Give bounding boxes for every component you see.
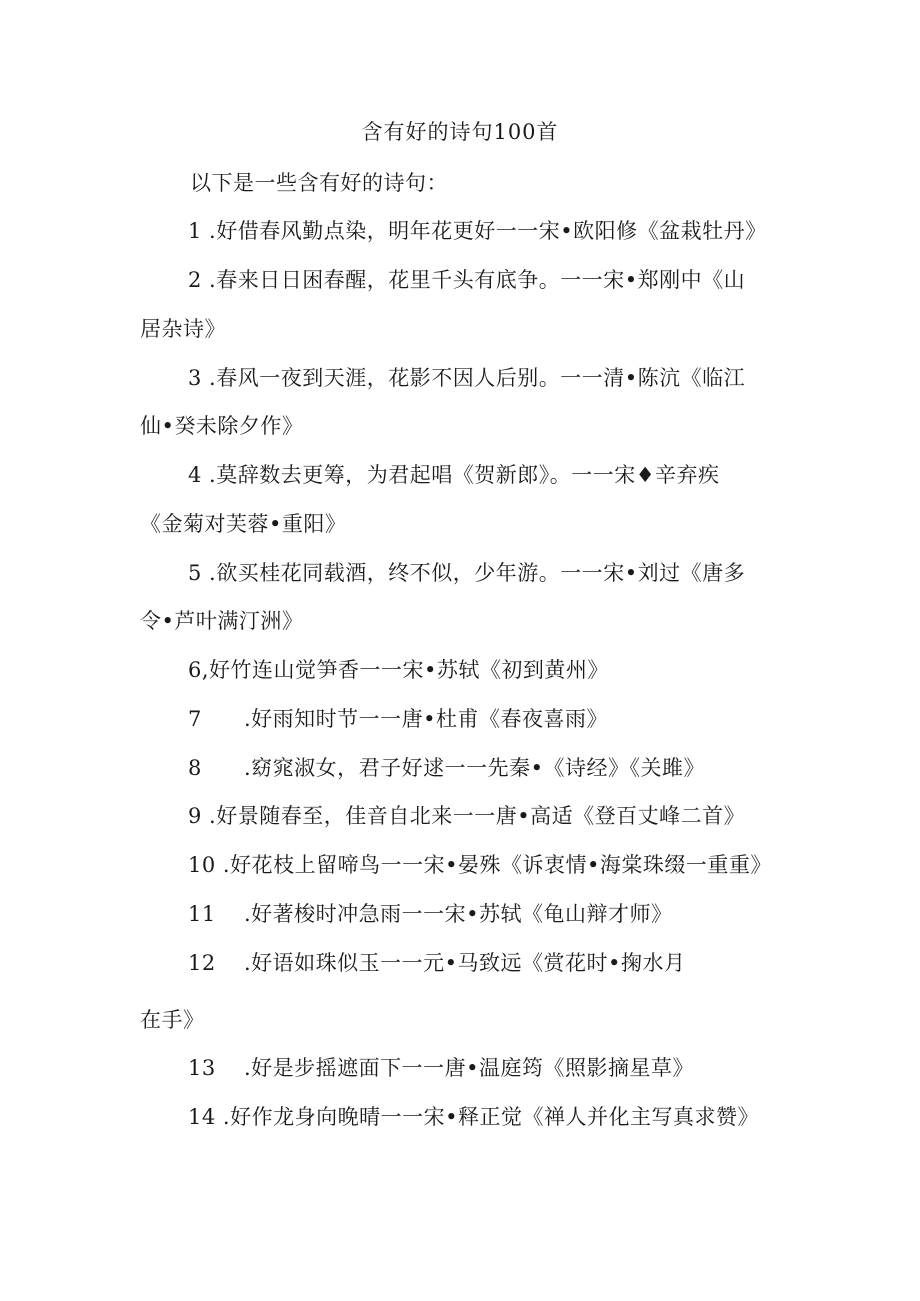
poem-line-2-cont: 居杂诗》 — [140, 317, 226, 341]
poem-line-7-number: 7 — [188, 707, 202, 731]
document-title: 含有好的诗句100首 — [361, 120, 559, 144]
poem-line-11-number: 11 — [188, 902, 216, 926]
poem-line-14: 14 .好作龙身向晚晴一一宋•释正觉《禅人并化主写真求赞》 — [188, 1105, 759, 1129]
poem-line-5: 5 .欲买桂花同载酒，终不似，少年游。一一宋•刘过《唐多 — [188, 561, 746, 585]
poem-line-8-number: 8 — [188, 756, 202, 780]
poem-line-2: 2 .春来日日困春醒，花里千头有底争。一一宋•郑刚中《山 — [188, 268, 746, 292]
poem-line-4-cont: 《金菊对芙蓉•重阳》 — [140, 512, 347, 536]
poem-line-4: 4 .莫辞数去更筹，为君起唱《贺新郎》。一一宋♦辛弃疾 — [188, 463, 720, 487]
poem-line-3-cont: 仙•癸未除夕作》 — [140, 414, 304, 438]
poem-line-5-cont: 令•芦叶满汀洲》 — [140, 609, 304, 633]
poem-line-9: 9 .好景随春至，佳音自北来一一唐•高适《登百丈峰二首》 — [188, 804, 746, 828]
poem-line-8: .窈窕淑女，君子好逑一一先秦•《诗经》《关雎》 — [244, 756, 706, 780]
poem-line-13-number: 13 — [188, 1056, 216, 1080]
poem-line-13: .好是步摇遮面下一一唐•温庭筠《照影摘星草》 — [244, 1056, 695, 1080]
poem-line-11: .好著梭时冲急雨一一宋•苏轼《龟山辩才师》 — [244, 902, 673, 926]
poem-line-6: 6,好竹连山觉笋香一一宋•苏轼《初到黄州》 — [188, 658, 609, 682]
poem-line-12: .好语如珠似玉一一元•马致远《赏花时•掬水月 — [244, 951, 686, 975]
poem-line-7: .好雨知时节一一唐•杜甫《春夜喜雨》 — [244, 707, 609, 731]
intro-text: 以下是一些含有好的诗句： — [190, 171, 448, 195]
poem-line-3: 3 .春风一夜到天涯，花影不因人后别。一一清•陈沆《临江 — [188, 366, 746, 390]
poem-line-1: 1 .好借春风勤点染，明年花更好一一宋•欧阳修《盆栽牡丹》 — [188, 219, 767, 243]
poem-line-10: 10 .好花枝上留啼鸟一一宋•晏殊《诉衷情•海棠珠缀一重重》 — [188, 853, 772, 877]
poem-line-12-number: 12 — [188, 951, 216, 975]
poem-line-12-cont: 在手》 — [140, 1008, 205, 1032]
